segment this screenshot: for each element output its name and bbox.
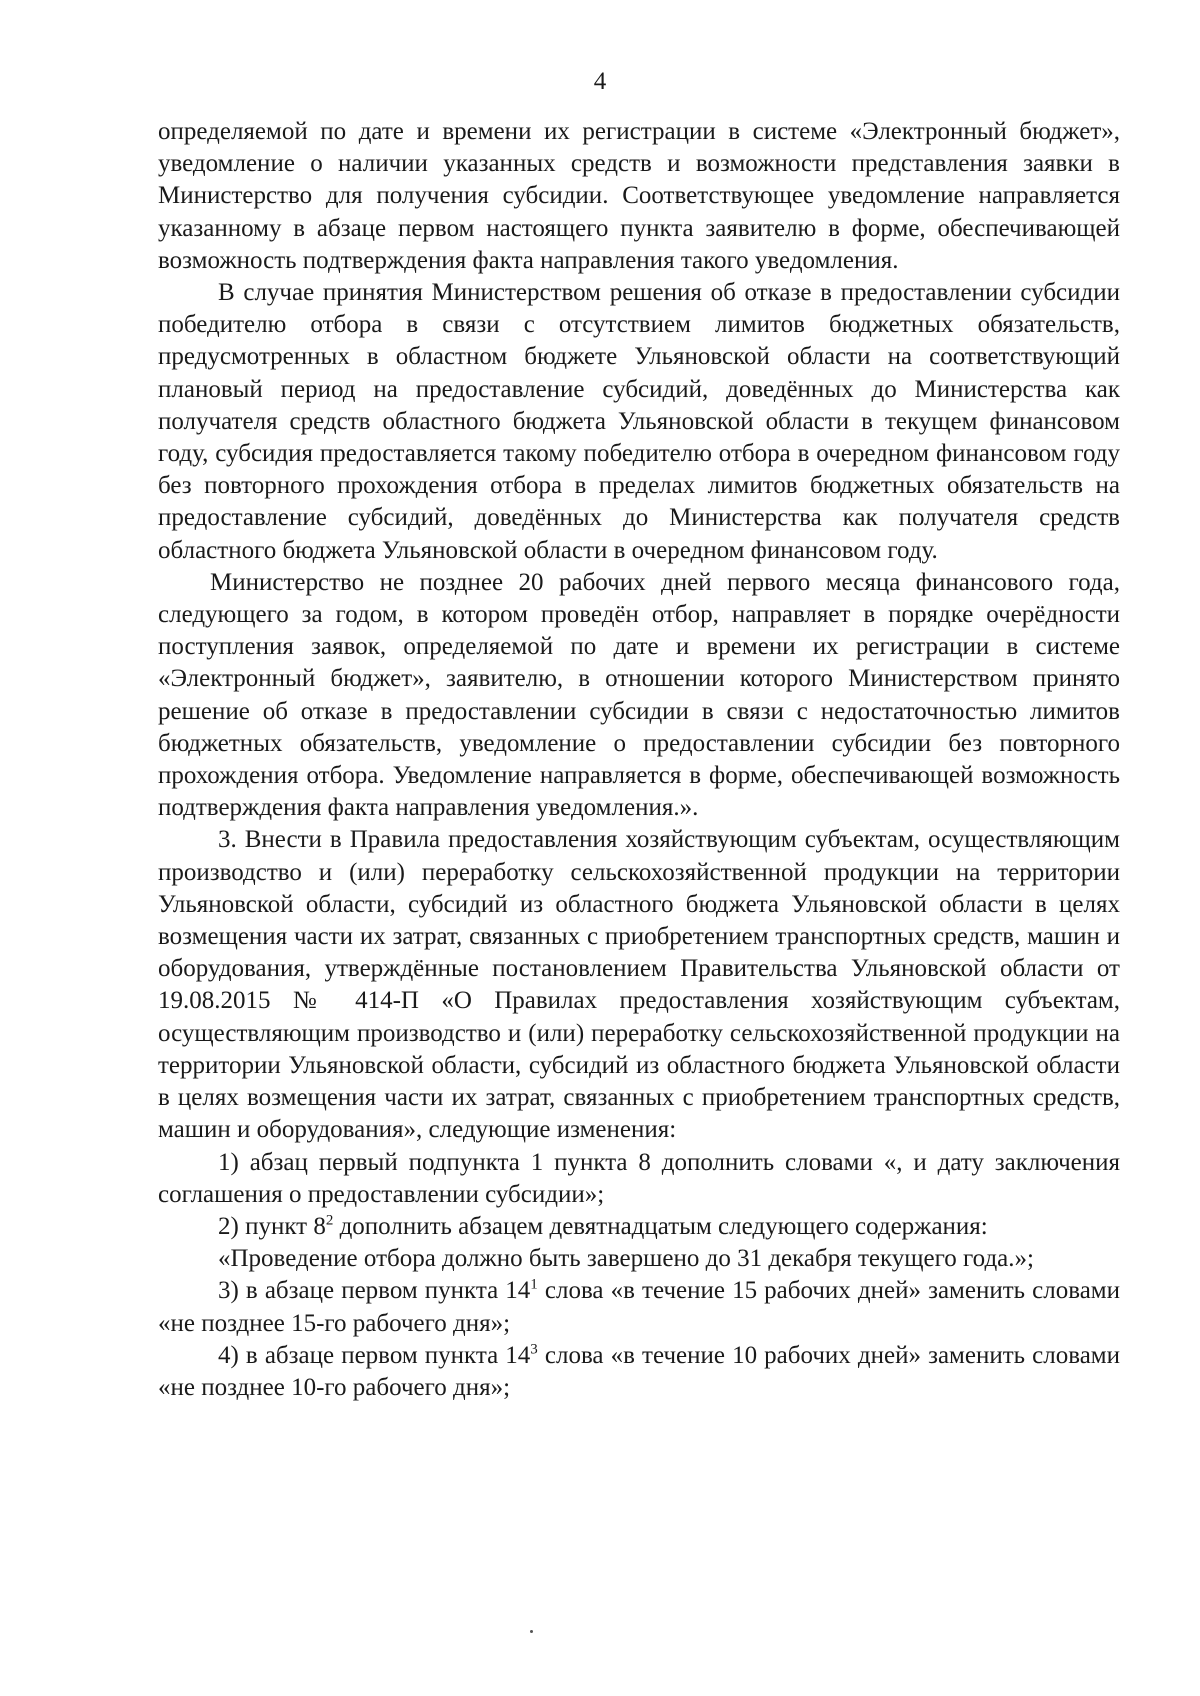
amendment-item-2-superscript: 2 — [325, 1212, 334, 1229]
paragraph-ministry-notice: Министерство не позднее 20 рабочих дней первого месяца финансового года, следующего за годом, в котором проведён отбор, направляет в порядке очерёдности поступления заявок, определяемой по дате и времени их регистрации в системе «Электронный бюджет», заявителю, в отношении которого Министерством принято решение об отказе в предоставлении субсидии в связи с недостаточностью лимитов бюджетных обязательств, уведомление о предоставлении субсидии без повторного прохождения отбора. Уведомление направляется в форме, обеспечивающей возможность подтверждения факта направления уведомления.». — [158, 568, 1120, 822]
quoted-new-paragraph: «Проведение отбора должно быть завершено до 31 декабря текущего года.»; — [218, 1245, 1034, 1273]
scan-speck — [530, 1630, 533, 1633]
amendment-item-3-rest: слова «в течение 15 рабочих дней» заменить словами «не позднее 15-го рабочего дня»; — [158, 1277, 1120, 1337]
document-body — [158, 116, 1120, 1404]
paragraph-item-3-amendments: 3. Внести в Правила предоставления хозяйствующим субъектам, осуществляющим производство и (или) переработку сельскохозяйственной продукции на территории Ульяновской области, субсидий из областного бюджета Ульяновской области в целях возмещения части их затрат, связанных с приобретением транспортных средств, машин и оборудования, утверждённые постановлением Правительства Ульяновской области от 19.08.2015 № 414-П «О Правилах предоставления хозяйствующим субъектам, осуществляющим производство и (или) переработку сельскохозяйственной продукции на территории Ульяновской области, субсидий из областного бюджета Ульяновской области в целях возмещения части их затрат, связанных с приобретением транспортных средств, машин и оборудования», следующие изменения: — [158, 826, 1120, 1144]
amendment-item-3 — [158, 1275, 1120, 1339]
amendment-item-1: 1) абзац первый подпункта 1 пункта 8 дополнить словами «, и дату заключения соглашения о предоставлении субсидии»; — [158, 1148, 1120, 1208]
amendment-item-4-text: 4) в абзаце первом пункта 14 — [218, 1341, 531, 1369]
amendment-item-2-rest: дополнить абзацем девятнадцатым следующего содержания: — [333, 1212, 988, 1240]
paragraph-continuation: определяемой по дате и времени их регистрации в системе «Электронный бюджет», уведомление о наличии указанных средств и возможности представления заявки в Министерство для получения субсидии. Соответствующее уведомление направляется указанному в абзаце первом настоящего пункта заявителю в форме, обеспечивающей возможность подтверждения факта направления такого уведомления. — [158, 118, 1120, 274]
page-number: 4 — [593, 68, 607, 95]
amendment-item-4-superscript: 3 — [530, 1341, 538, 1358]
amendment-item-3-text: 3) в абзаце первом пункта 14 — [218, 1277, 531, 1305]
amendment-item-3-superscript: 1 — [530, 1276, 538, 1293]
amendment-item-2-text: 2) пункт 8 — [218, 1212, 326, 1240]
amendment-item-2 — [158, 1211, 1120, 1243]
amendment-item-4 — [158, 1340, 1120, 1404]
paragraph-refusal-case: В случае принятия Министерством решения об отказе в предоставлении субсидии победителю отбора в связи с отсутствием лимитов бюджетных обязательств, предусмотренных в областном бюджете Ульяновской области на соответствующий плановый период на предоставление субсидий, доведённых до Министерства как получателя средств областного бюджета Ульяновской области в текущем финансовом году, субсидия предоставляется такому победителю отбора в очередном финансовом году без повторного прохождения отбора в пределах лимитов бюджетных обязательств на предоставление субсидий, доведённых до Министерства как получателя средств областного бюджета Ульяновской области в очередном финансовом году. — [158, 279, 1120, 564]
amendment-item-4-rest: слова «в течение 10 рабочих дней» заменить словами «не позднее 10-го рабочего дня»; — [158, 1341, 1120, 1401]
